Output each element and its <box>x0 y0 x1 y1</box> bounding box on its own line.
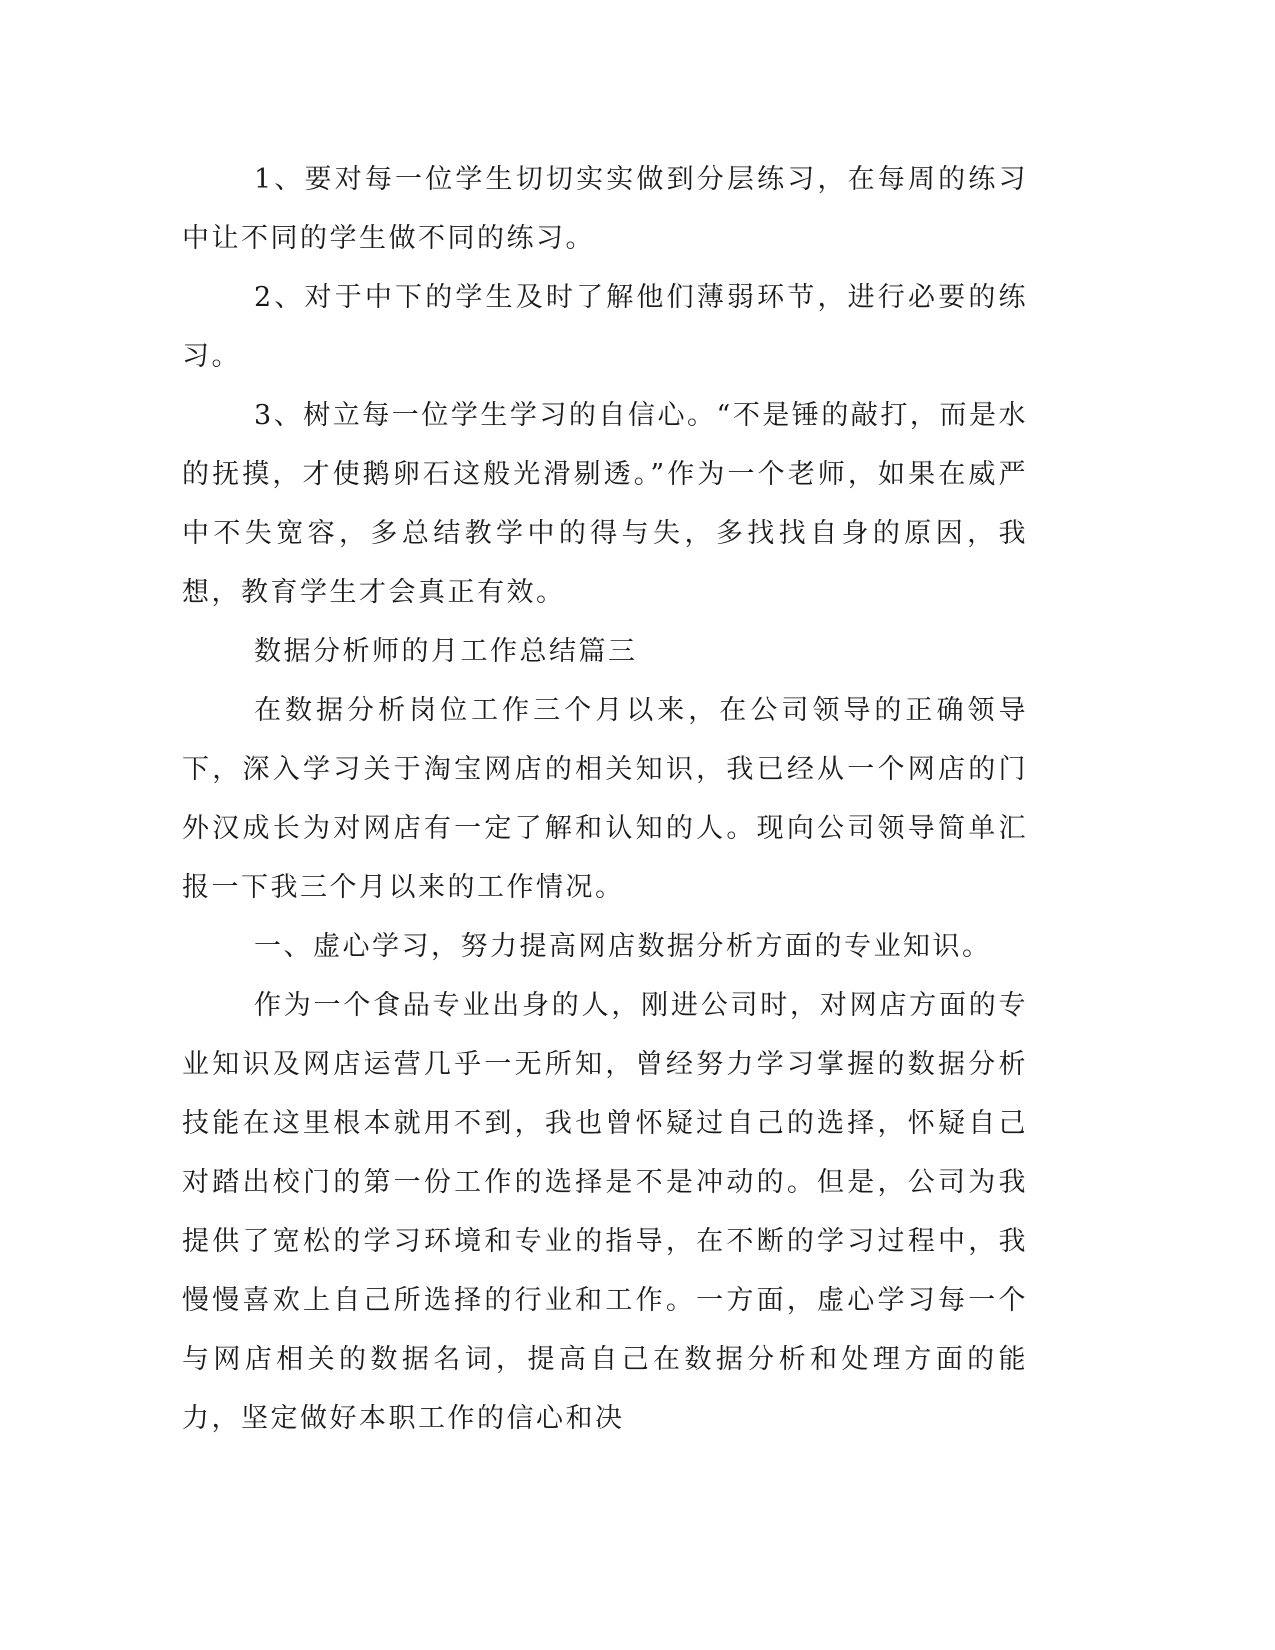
paragraph-weak-students: 2、对于中下的学生及时了解他们薄弱环节，进行必要的练习。 <box>182 282 1028 372</box>
paragraph-learning-detail: 作为一个食品专业出身的人，刚进公司时，对网店方面的专业知识及网店运营几乎一无所知，曾经努力学习掌握的数据分析技能在这里根本就用不到，我也曾怀疑过自己的选择，怀疑自己对踏出校门的第一份工作的选择是不是冲动的。但是，公司为我提供了宽松的学习环境和专业的指导，在不断的学习过程中，我慢慢喜欢上自己所选择的行业和工作。一方面，虚心学习每一个与网店相关的数据名词，提高自己在数据分析和处理方面的能力，坚定做好本职工作的信心和决 <box>182 990 1028 1434</box>
paragraph-self-confidence: 3、树立每一位学生学习的自信心。“不是锤的敲打，而是水的抚摸，才使鹅卵石这般光滑剔透。”作为一个老师，如果在威严中不失宽容，多总结教学中的得与失，多找找自身的原因，我想，教育学生才会真正有效。 <box>182 400 1028 608</box>
section-heading: 数据分析师的月工作总结篇三 <box>254 636 638 667</box>
paragraph-tiered-practice: 1、要对每一位学生切切实实做到分层练习，在每周的练习中让不同的学生做不同的练习。 <box>182 164 1028 254</box>
subheading-learning: 一、虚心学习，努力提高网店数据分析方面的专业知识。 <box>254 931 992 962</box>
paragraph-intro: 在数据分析岗位工作三个月以来，在公司领导的正确领导下，深入学习关于淘宝网店的相关知识，我已经从一个网店的门外汉成长为对网店有一定了解和认知的人。现向公司领导简单汇报一下我三个月以来的工作情况。 <box>182 695 1028 903</box>
document-body <box>182 150 1028 1448</box>
